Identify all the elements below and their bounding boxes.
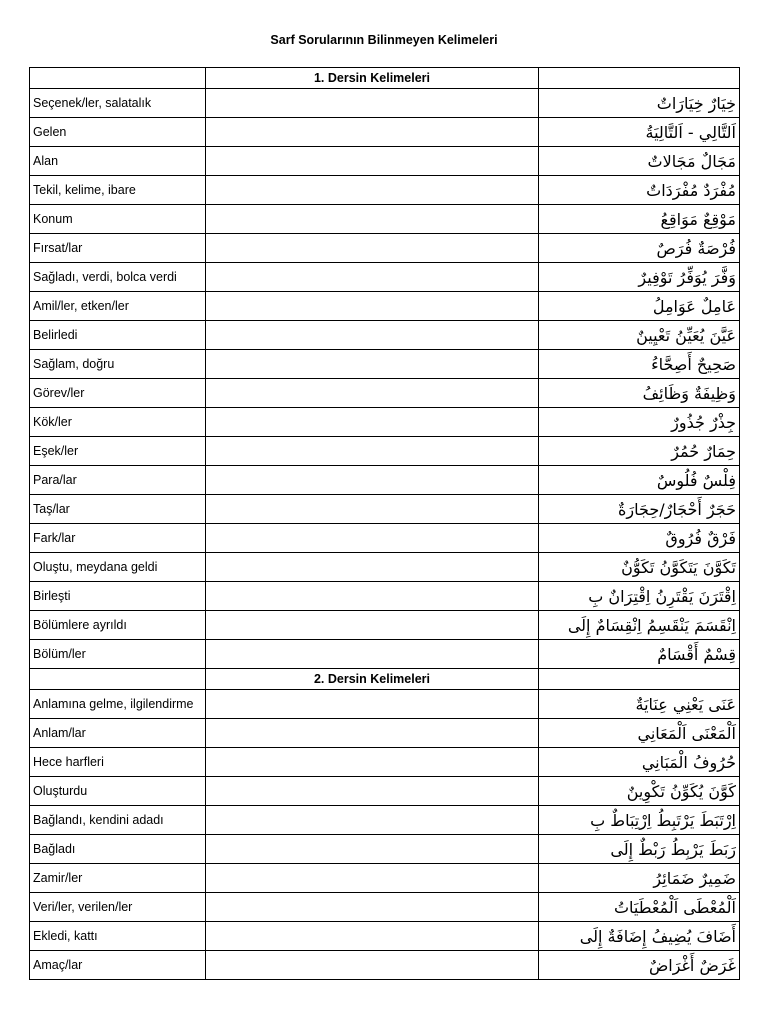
empty-cell <box>539 669 740 690</box>
arabic-word-cell: كَوَّنَ يُكَوِّنُ تَكْوِينٌ <box>539 777 740 806</box>
arabic-word-cell: ضَمِيرٌ ضَمَائِرُ <box>539 864 740 893</box>
empty-cell <box>206 350 539 379</box>
table-row <box>30 582 740 611</box>
empty-cell <box>206 89 539 118</box>
arabic-word-cell: اِقْتَرَنَ يَقْتَرِنُ اِقْتِرَانٌ بِ <box>539 582 740 611</box>
empty-cell <box>206 611 539 640</box>
turkish-meaning-cell: Eşek/ler <box>30 437 206 466</box>
arabic-word-cell: اَلْمُعْطَى اَلْمُعْطَيَاتُ <box>539 893 740 922</box>
turkish-meaning-cell: Bağlandı, kendini adadı <box>30 806 206 835</box>
arabic-word-cell: جِذْرٌ جُذُورٌ <box>539 408 740 437</box>
section-heading: 2. Dersin Kelimeleri <box>206 669 539 690</box>
turkish-meaning-cell: Kök/ler <box>30 408 206 437</box>
arabic-word-cell: اَلتَّالِي - اَلتَّالِيَةُ <box>539 118 740 147</box>
empty-cell <box>206 495 539 524</box>
table-row <box>30 748 740 777</box>
arabic-word-cell: فُرْصَةٌ فُرَصٌ <box>539 234 740 263</box>
table-row <box>30 89 740 118</box>
table-row <box>30 777 740 806</box>
empty-cell <box>206 147 539 176</box>
turkish-meaning-cell: Görev/ler <box>30 379 206 408</box>
page-title: Sarf Sorularının Bilinmeyen Kelimeleri <box>270 33 498 47</box>
arabic-word-cell: خِيَارٌ خِيَارَاتٌ <box>539 89 740 118</box>
empty-cell <box>206 777 539 806</box>
arabic-word-cell: اِرْتَبَطَ يَرْتَبِطُ اِرْتِبَاطٌ بِ <box>539 806 740 835</box>
turkish-meaning-cell: Belirledi <box>30 321 206 350</box>
table-row <box>30 379 740 408</box>
table-row <box>30 408 740 437</box>
table-row <box>30 118 740 147</box>
turkish-meaning-cell: Sağladı, verdi, bolca verdi <box>30 263 206 292</box>
empty-cell <box>206 466 539 495</box>
table-row <box>30 205 740 234</box>
turkish-meaning-cell: Bölümlere ayrıldı <box>30 611 206 640</box>
empty-cell <box>30 68 206 89</box>
arabic-word-cell: أَضَافَ يُضِيفُ إِضَافَةٌ إِلَى <box>539 922 740 951</box>
turkish-meaning-cell: Ekledi, kattı <box>30 922 206 951</box>
turkish-meaning-cell: Gelen <box>30 118 206 147</box>
table-row <box>30 893 740 922</box>
turkish-meaning-cell: Zamir/ler <box>30 864 206 893</box>
empty-cell <box>206 719 539 748</box>
empty-cell <box>206 234 539 263</box>
empty-cell <box>206 951 539 980</box>
arabic-word-cell: تَكَوَّنَ يَتَكَوَّنُ تَكَوُّنٌ <box>539 553 740 582</box>
table-row <box>30 864 740 893</box>
turkish-meaning-cell: Amaç/lar <box>30 951 206 980</box>
empty-cell <box>206 640 539 669</box>
vocabulary-table-body <box>30 68 740 980</box>
table-row <box>30 835 740 864</box>
empty-cell <box>206 176 539 205</box>
empty-cell <box>206 379 539 408</box>
arabic-word-cell: عَيَّنَ يُعَيِّنُ تَعْيِينٌ <box>539 321 740 350</box>
turkish-meaning-cell: Oluştu, meydana geldi <box>30 553 206 582</box>
table-row <box>30 350 740 379</box>
turkish-meaning-cell: Bağladı <box>30 835 206 864</box>
table-row <box>30 806 740 835</box>
turkish-meaning-cell: Seçenek/ler, salatalık <box>30 89 206 118</box>
turkish-meaning-cell: Para/lar <box>30 466 206 495</box>
table-row <box>30 640 740 669</box>
arabic-word-cell: وَظِيفَةٌ وَظَائِفُ <box>539 379 740 408</box>
table-row <box>30 951 740 980</box>
empty-cell <box>539 68 740 89</box>
arabic-word-cell: حِمَارٌ حُمُرٌ <box>539 437 740 466</box>
turkish-meaning-cell: Konum <box>30 205 206 234</box>
turkish-meaning-cell: Oluşturdu <box>30 777 206 806</box>
vocabulary-table <box>29 67 740 980</box>
table-row <box>30 176 740 205</box>
arabic-word-cell: عَامِلٌ عَوَامِلُ <box>539 292 740 321</box>
empty-cell <box>206 263 539 292</box>
turkish-meaning-cell: Tekil, kelime, ibare <box>30 176 206 205</box>
empty-cell <box>206 553 539 582</box>
arabic-word-cell: فَرْقٌ فُرُوقٌ <box>539 524 740 553</box>
turkish-meaning-cell: Amil/ler, etken/ler <box>30 292 206 321</box>
turkish-meaning-cell: Fark/lar <box>30 524 206 553</box>
arabic-word-cell: اِنْقَسَمَ يَنْقَسِمُ اِنْقِسَامٌ إِلَى <box>539 611 740 640</box>
arabic-word-cell: مُفْرَدٌ مُفْرَدَاتٌ <box>539 176 740 205</box>
table-row <box>30 321 740 350</box>
turkish-meaning-cell: Fırsat/lar <box>30 234 206 263</box>
arabic-word-cell: صَحِيحٌ أَصِحَّاءُ <box>539 350 740 379</box>
turkish-meaning-cell: Anlamına gelme, ilgilendirme <box>30 690 206 719</box>
turkish-meaning-cell: Bölüm/ler <box>30 640 206 669</box>
table-row <box>30 690 740 719</box>
section-heading: 1. Dersin Kelimeleri <box>206 68 539 89</box>
turkish-meaning-cell: Birleşti <box>30 582 206 611</box>
arabic-word-cell: مَوْقِعٌ مَوَاقِعُ <box>539 205 740 234</box>
arabic-word-cell: قِسْمٌ أَقْسَامٌ <box>539 640 740 669</box>
empty-cell <box>206 408 539 437</box>
empty-cell <box>206 321 539 350</box>
empty-cell <box>206 582 539 611</box>
table-row <box>30 553 740 582</box>
arabic-word-cell: وَفَّرَ يُوَفِّرُ تَوْفِيرٌ <box>539 263 740 292</box>
turkish-meaning-cell: Hece harfleri <box>30 748 206 777</box>
empty-cell <box>206 292 539 321</box>
table-row <box>30 147 740 176</box>
arabic-word-cell: غَرَضٌ أَغْرَاضٌ <box>539 951 740 980</box>
arabic-word-cell: فِلْسٌ فُلُوسٌ <box>539 466 740 495</box>
empty-cell <box>206 748 539 777</box>
turkish-meaning-cell: Alan <box>30 147 206 176</box>
arabic-word-cell: حُرُوفُ الْمَبَانِي <box>539 748 740 777</box>
empty-cell <box>206 864 539 893</box>
empty-cell <box>206 835 539 864</box>
empty-cell <box>206 806 539 835</box>
empty-cell <box>206 893 539 922</box>
empty-cell <box>30 669 206 690</box>
arabic-word-cell: عَنَى يَعْنِي عِنَايَةٌ <box>539 690 740 719</box>
empty-cell <box>206 922 539 951</box>
arabic-word-cell: حَجَرٌ أَحْجَارٌ/حِجَارَةٌ <box>539 495 740 524</box>
empty-cell <box>206 205 539 234</box>
turkish-meaning-cell: Taş/lar <box>30 495 206 524</box>
arabic-word-cell: مَجَالٌ مَجَالاتٌ <box>539 147 740 176</box>
section-header-row <box>30 669 740 690</box>
empty-cell <box>206 437 539 466</box>
empty-cell <box>206 118 539 147</box>
table-row <box>30 524 740 553</box>
arabic-word-cell: رَبَطَ يَرْبِطُ رَبْطٌ إِلَى <box>539 835 740 864</box>
empty-cell <box>206 524 539 553</box>
table-row <box>30 611 740 640</box>
turkish-meaning-cell: Sağlam, doğru <box>30 350 206 379</box>
table-row <box>30 922 740 951</box>
table-row <box>30 437 740 466</box>
table-row <box>30 719 740 748</box>
arabic-word-cell: اَلْمَعْنَى اَلْمَعَانِي <box>539 719 740 748</box>
table-row <box>30 495 740 524</box>
empty-cell <box>206 690 539 719</box>
table-row <box>30 263 740 292</box>
table-row <box>30 234 740 263</box>
table-row <box>30 466 740 495</box>
section-header-row <box>30 68 740 89</box>
table-row <box>30 292 740 321</box>
turkish-meaning-cell: Veri/ler, verilen/ler <box>30 893 206 922</box>
turkish-meaning-cell: Anlam/lar <box>30 719 206 748</box>
